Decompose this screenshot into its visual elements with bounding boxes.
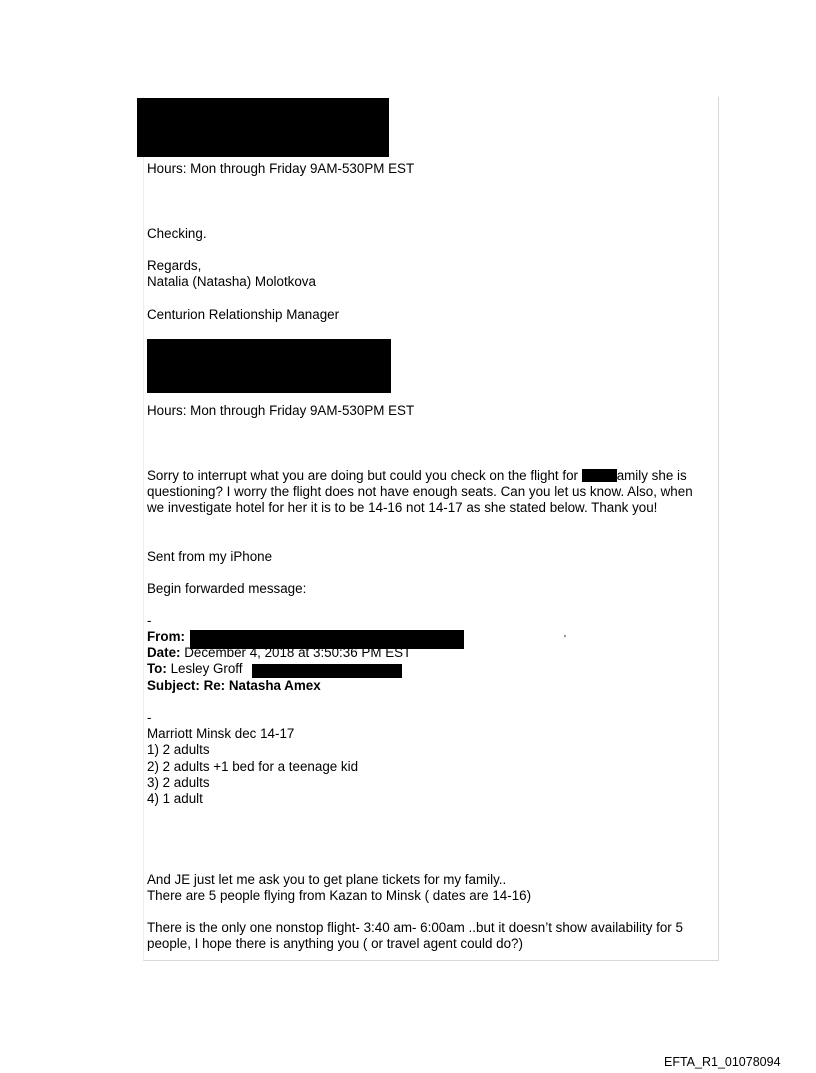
subject-line: [147, 678, 321, 694]
sender-title: Centurion Relationship Manager: [147, 307, 340, 322]
document-id: EFTA_R1_01078094: [664, 1055, 781, 1069]
date-line: [147, 645, 411, 661]
hours-text: Hours: Mon through Friday 9AM-530PM EST: [147, 403, 415, 418]
flight-paragraph: There is the only one nonstop flight- 3:40 am- 6:00am ..but it doesn’t show availability for 5 people, I hope there is anything you ( or travel agent could do?): [147, 920, 683, 951]
separator-dash: -: [147, 710, 152, 725]
message-paragraph: [147, 468, 712, 516]
redaction-box: [252, 664, 402, 678]
stray-mark: ': [564, 634, 566, 645]
redaction-box: [137, 98, 389, 157]
message-line1-end: amily she: [616, 468, 674, 483]
room-item: 3) 2 adults: [147, 775, 210, 790]
hotel-line: Marriott Minsk dec 14-17: [147, 726, 295, 741]
date-label: Date:: [147, 645, 181, 660]
from-label: From:: [147, 629, 185, 644]
hours-text: Hours: Mon through Friday 9AM-530PM EST: [147, 161, 415, 176]
email-frame: [143, 97, 719, 961]
checking-text: Checking.: [147, 226, 207, 241]
room-item: 2) 2 adults +1 bed for a teenage kid: [147, 759, 359, 774]
room-item: 4) 1 adult: [147, 791, 203, 806]
sender-name: Natalia (Natasha) Molotkova: [147, 274, 316, 289]
redaction-box: [147, 339, 391, 393]
signature-text: Sent from my iPhone: [147, 549, 273, 564]
ask-line: And JE just let me ask you to get plane tickets for my family..: [147, 872, 507, 887]
room-item: 1) 2 adults: [147, 742, 210, 757]
to-line: [147, 661, 243, 677]
subject-value: Re: Natasha Amex: [203, 678, 321, 693]
inline-redaction: [582, 469, 617, 482]
regards-text: Regards,: [147, 258, 202, 273]
separator-dash: -: [147, 613, 152, 628]
message-rest: is questioning? I worry the flight does not have enough seats. Can you let us know. Also, when we investigate hotel for her it is to be 14-16 not 14-17 as she stated below. Thank you!: [147, 468, 693, 515]
to-label: To:: [147, 661, 167, 676]
date-value: December 4, 2018 at 3:50:36 PM EST: [184, 645, 412, 660]
forwarded-label: Begin forwarded message:: [147, 581, 307, 596]
to-value: Lesley Groff: [170, 661, 243, 676]
ask-line: There are 5 people flying from Kazan to Minsk ( dates are 14-16): [147, 888, 532, 903]
subject-label: Subject:: [147, 678, 200, 693]
message-line1-start: Sorry to interrupt what you are doing but could you check on the flight for: [147, 468, 582, 483]
